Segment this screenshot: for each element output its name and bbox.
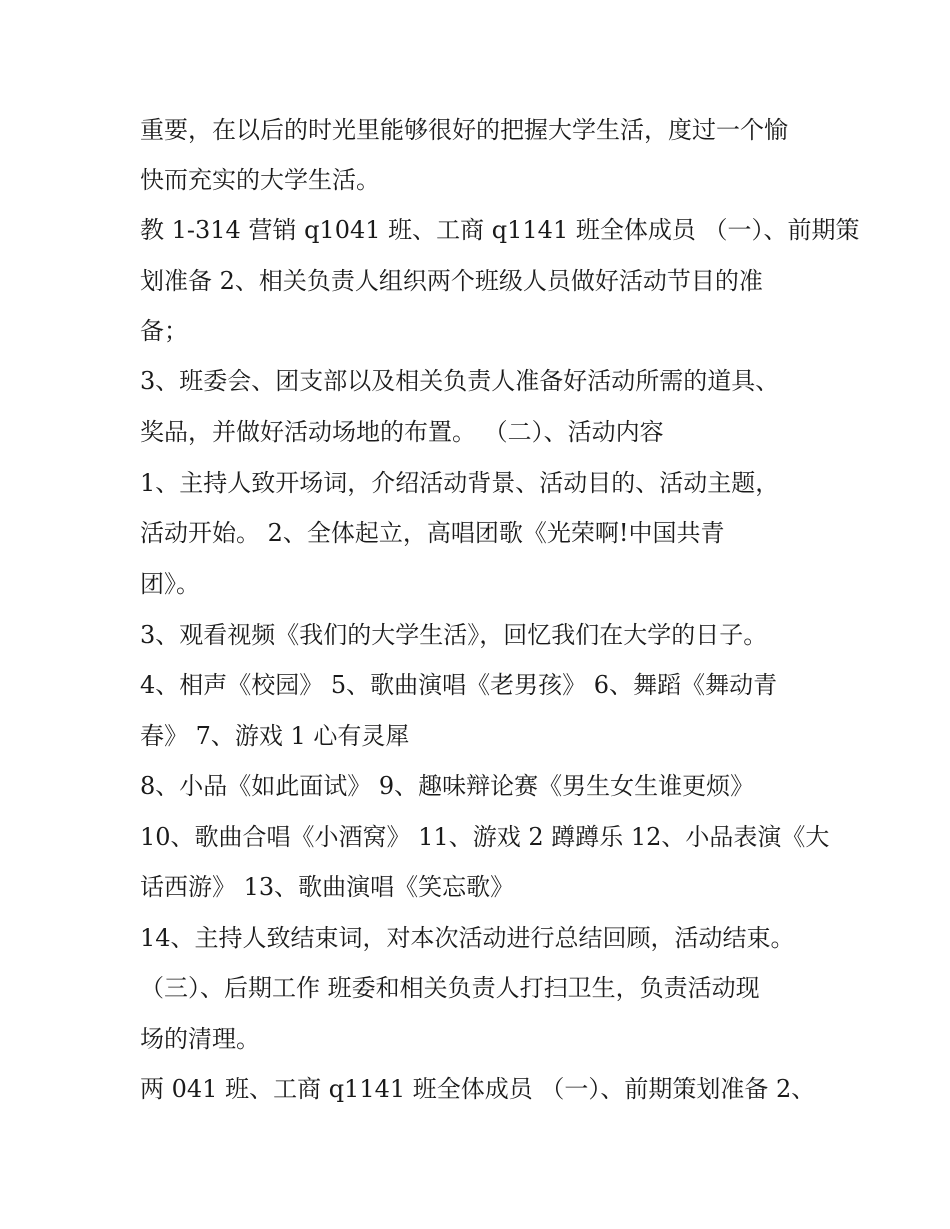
text-line: 奖品，并做好活动场地的布置。 （二）、活动内容 bbox=[140, 418, 664, 446]
text-line: 春》 7、游戏 1 心有灵犀 bbox=[140, 722, 410, 750]
text-line: 3、观看视频《我们的大学生活》，回忆我们在大学的日子。 bbox=[140, 621, 768, 649]
text-line: 划准备 2、相关负责人组织两个班级人员做好活动节目的准 bbox=[140, 267, 763, 295]
text-line: 快而充实的大学生活。 bbox=[140, 166, 380, 194]
text-line: 4、相声《校园》 5、歌曲演唱《老男孩》 6、舞蹈《舞动青 bbox=[140, 671, 778, 699]
text-line: 备； bbox=[140, 317, 188, 345]
text-line: 教 1-314 营销 q1041 班、工商 q1141 班全体成员 （一）、前期策 bbox=[140, 216, 860, 244]
text-line: （三）、后期工作 班委和相关负责人打扫卫生，负责活动现 bbox=[140, 974, 760, 1002]
text-line: 话西游》 13、歌曲演唱《笑忘歌》 bbox=[140, 873, 515, 901]
text-line: 场的清理。 bbox=[140, 1025, 260, 1053]
text-line: 10、歌曲合唱《小酒窝》 11、游戏 2 蹲蹲乐 12、小品表演《大 bbox=[140, 823, 830, 851]
text-line: 活动开始。 2、全体起立，高唱团歌《光荣啊!中国共青 bbox=[140, 519, 725, 547]
text-line: 1、主持人致开场词，介绍活动背景、活动目的、活动主题， bbox=[140, 469, 780, 497]
text-line: 3、班委会、团支部以及相关负责人准备好活动所需的道具、 bbox=[140, 367, 780, 395]
text-line: 14、主持人致结束词，对本次活动进行总结回顾，活动结束。 bbox=[140, 924, 795, 952]
text-line: 团》。 bbox=[140, 570, 200, 598]
text-line: 8、小品《如此面试》 9、趣味辩论赛《男生女生谁更烦》 bbox=[140, 772, 755, 800]
text-line: 重要，在以后的时光里能够很好的把握大学生活，度过一个愉 bbox=[140, 116, 788, 144]
text-line: 两 041 班、工商 q1141 班全体成员 （一）、前期策划准备 2、 bbox=[140, 1075, 816, 1103]
